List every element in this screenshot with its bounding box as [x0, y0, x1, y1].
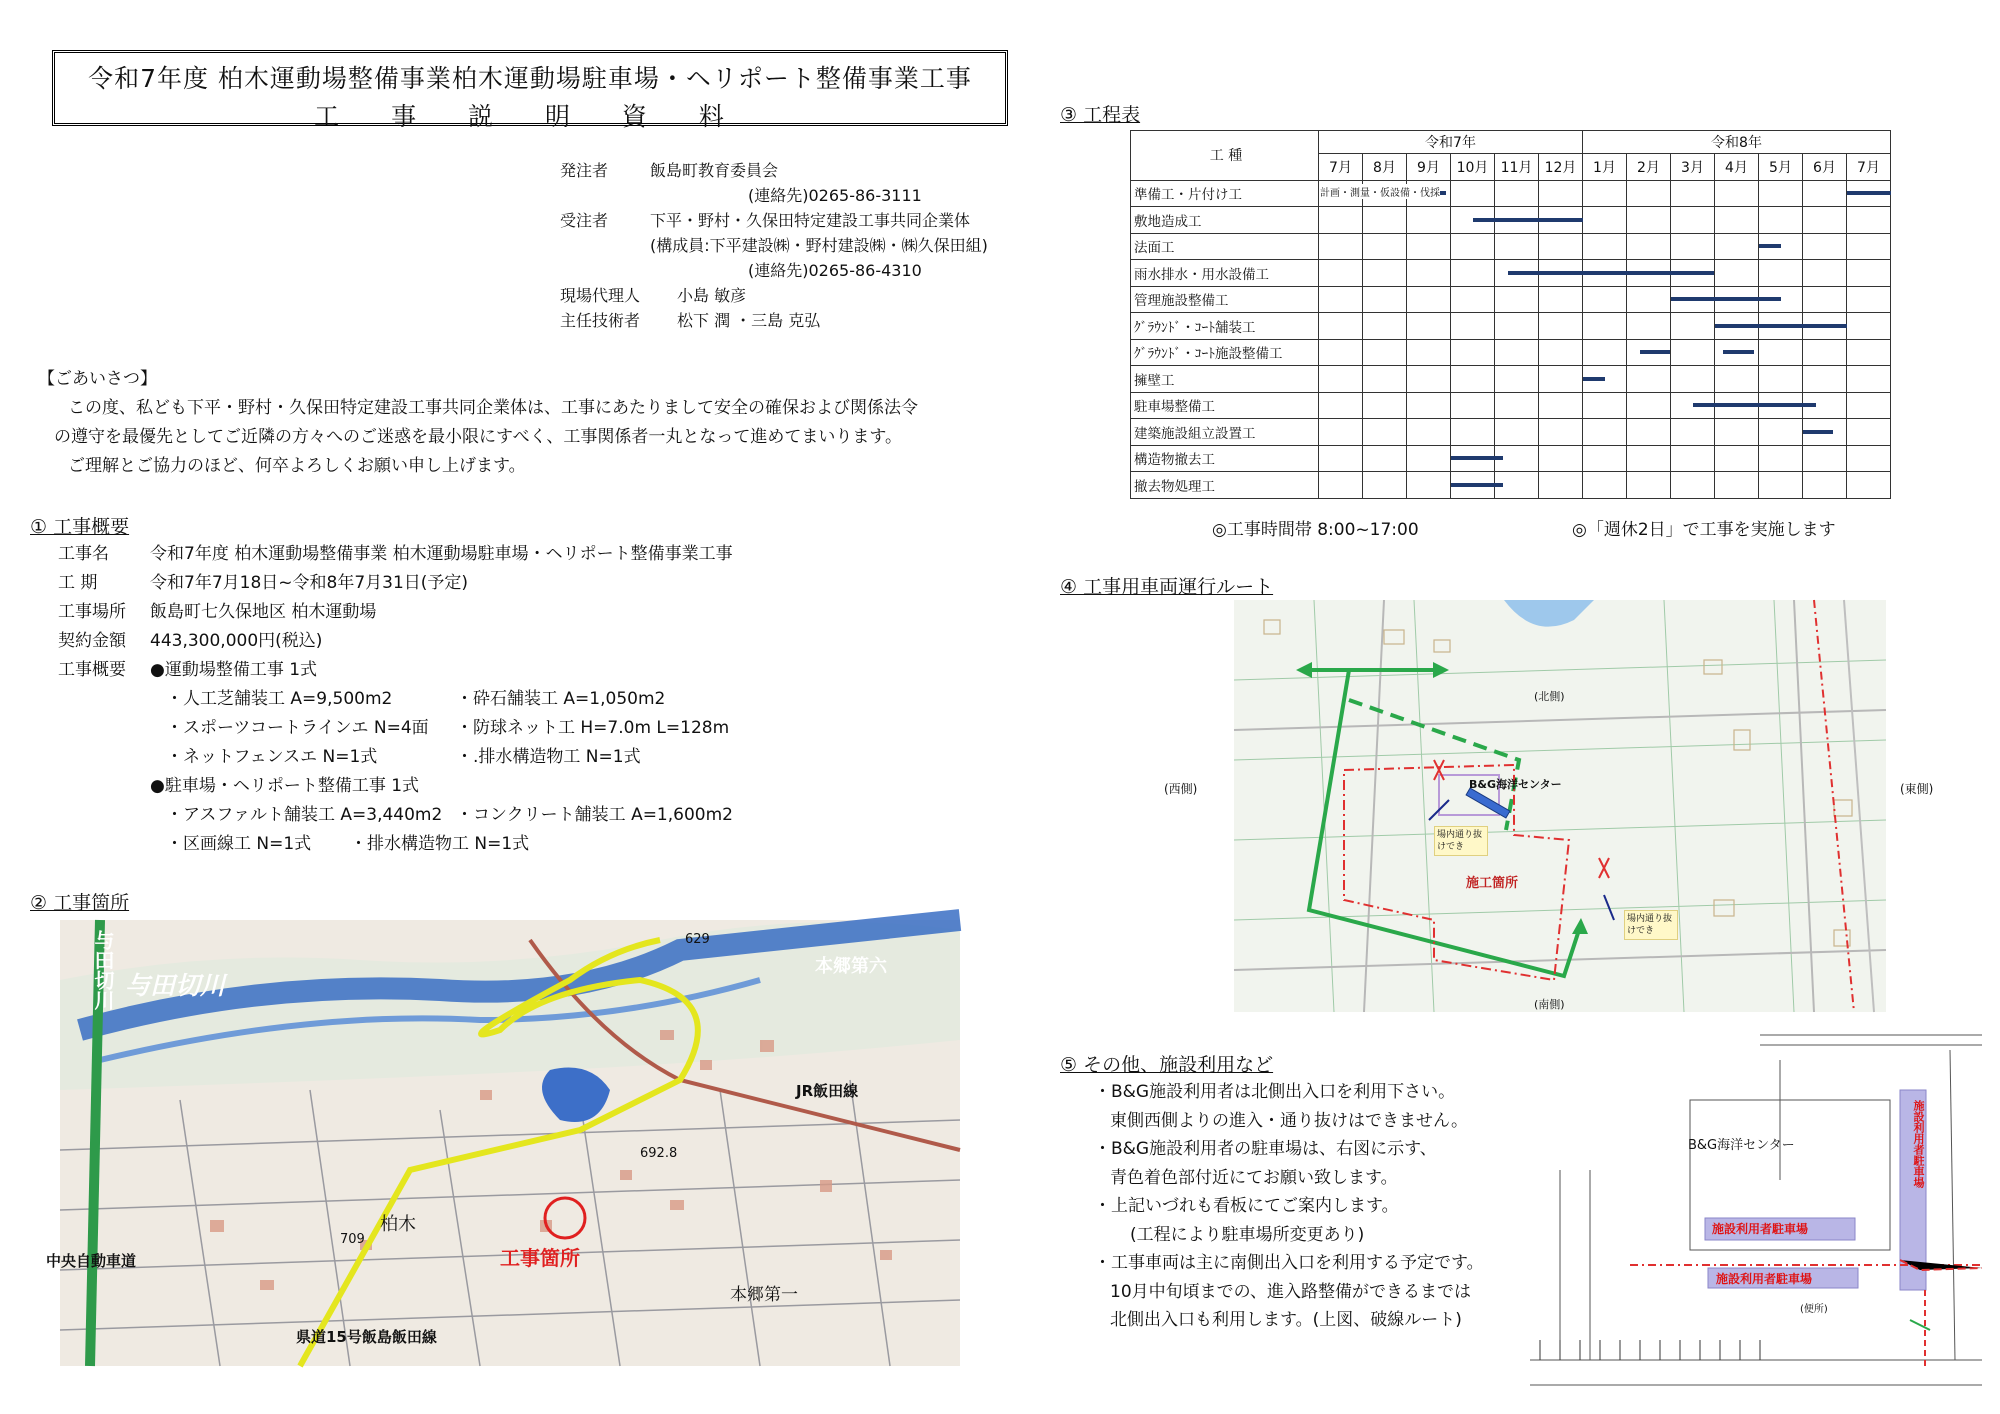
task-name: 敷地造成工	[1131, 207, 1319, 234]
schedule-note2: ◎「週休2日」で工事を実施します	[1572, 520, 1836, 540]
schedule-bar	[1671, 297, 1781, 301]
task-name: ｸﾞﾗｳﾝﾄﾞ・ｺｰﾄ施設整備工	[1131, 339, 1319, 366]
month-header: 5月	[1759, 154, 1803, 181]
schedule-bar	[1803, 430, 1834, 434]
item3b: ・.排水構造物工 N=1式	[456, 747, 641, 767]
schedule-chart	[1130, 130, 1891, 499]
item4b: ・コンクリート舗装工 A=1,600m2	[456, 805, 733, 825]
route-nopass-1: 場内通り抜けでき	[1434, 826, 1488, 856]
period: 令和7年7月18日~令和8年7月31日(予定)	[150, 573, 469, 593]
other-notes	[1094, 1078, 1484, 1335]
greeting-line1: この度、私ども下平・野村・久保田特定建設工事共同企業体は、工事にあたりまして安全の確保および関係法令	[68, 398, 918, 418]
parking-lot-1: 施設利用者駐車場	[1712, 1222, 1809, 1236]
task-name: 準備工・片付け工	[1131, 180, 1319, 207]
other-line8: 10月中旬頃までの、進入路整備ができるまでは	[1110, 1281, 1471, 1302]
orderer-tel: (連絡先)0265-86-3111	[748, 186, 922, 205]
other-line6: (工程により駐車場所変更あり)	[1130, 1224, 1365, 1245]
task-name: 撤去物処理工	[1131, 472, 1319, 499]
route-heading: ④ 工事用車両運行ルート	[1060, 576, 1274, 598]
map-site-label: 工事箇所	[500, 1246, 580, 1270]
schedule-bar	[1723, 350, 1754, 354]
item2b: ・防球ネット工 H=7.0m L=128m	[456, 718, 730, 738]
group1: ●運動場整備工事 1式	[150, 660, 318, 680]
title-line1: 令和7年度 柏木運動場整備事業柏木運動場駐車場・ヘリポート整備事業工事	[88, 64, 972, 93]
engineer: 松下 潤 ・三島 克弘	[677, 311, 821, 330]
month-header: 7月	[1847, 154, 1891, 181]
schedule-note1: ◎工事時間帯 8:00~17:00	[1212, 520, 1419, 540]
location-map	[46, 920, 960, 1366]
task-name: 法面工	[1131, 233, 1319, 260]
period-label: 工 期	[58, 573, 98, 593]
month-header: 8月	[1363, 154, 1407, 181]
year-r7: 令和7年	[1319, 131, 1583, 154]
name-label: 工事名	[58, 544, 109, 564]
task-name: ｸﾞﾗｳﾝﾄﾞ・ｺｰﾄ舗装工	[1131, 313, 1319, 340]
schedule-bar	[1759, 244, 1781, 248]
other-line5: ・上記いづれも看板にてご案内します。	[1094, 1196, 1399, 1216]
schedule-heading: ③ 工程表	[1060, 104, 1141, 126]
other-line1: ・B&G施設利用者は北側出入口を利用下さい。	[1094, 1082, 1456, 1102]
route-east: (東側)	[1900, 782, 1934, 796]
group2: ●駐車場・ヘリポート整備工事 1式	[150, 776, 420, 796]
schedule-bar	[1451, 456, 1504, 460]
map-honkyo1: 本郷第一	[730, 1285, 798, 1305]
route-site: 施工箇所	[1466, 876, 1519, 891]
place: 飯島町七久保地区 柏木運動場	[150, 602, 377, 622]
schedule-bars	[1130, 130, 1890, 510]
other-line3: ・B&G施設利用者の駐車場は、右図に示す、	[1094, 1139, 1437, 1159]
orderer-label: 発注者	[560, 161, 609, 180]
task-header: 工 種	[1131, 131, 1319, 181]
route-map-graphic	[1234, 600, 1886, 1012]
parking-map	[1530, 1030, 1982, 1392]
map-elev-629: 629	[685, 932, 710, 947]
other-line9: 北側出入口も利用します。(上図、破線ルート)	[1110, 1310, 1462, 1330]
overview	[58, 540, 733, 859]
contractor-tel: (連絡先)0265-86-4310	[748, 261, 922, 280]
amount: 443,300,000円(税込)	[150, 631, 323, 651]
map-elev-692: 692.8	[640, 1146, 678, 1161]
parking-lot-vertical: 施設利用者駐車場	[1912, 1100, 1925, 1188]
greeting-heading: 【ごあいさつ】	[38, 369, 157, 389]
schedule-bar	[1693, 403, 1816, 407]
item1b: ・砕石舗装工 A=1,050m2	[456, 689, 666, 709]
month-header: 2月	[1627, 154, 1671, 181]
month-header: 1月	[1583, 154, 1627, 181]
task-name: 建築施設組立設置工	[1131, 419, 1319, 446]
greeting	[38, 365, 1013, 481]
greeting-line2: の遵守を最優先としてご近隣の方々へのご迷惑を最小限にすべく、工事関係者一丸となって進めてまいります。	[54, 427, 902, 447]
map-honkyo6: 本郷第六	[815, 956, 887, 977]
month-header: 3月	[1671, 154, 1715, 181]
schedule-bar	[1583, 377, 1605, 381]
map-jr-label: JR飯田線	[796, 1082, 859, 1100]
month-header: 11月	[1495, 154, 1539, 181]
task-name: 擁壁工	[1131, 366, 1319, 393]
item5b: ・排水構造物工 N=1式	[350, 834, 530, 854]
schedule-bar	[1640, 350, 1671, 354]
month-header: 7月	[1319, 154, 1363, 181]
parking-bg-label: B&G海洋センター	[1688, 1138, 1795, 1153]
other-line4: 青色着色部付近にてお願い致します。	[1110, 1167, 1398, 1188]
task-name: 管理施設整備工	[1131, 286, 1319, 313]
map-elev-709: 709	[340, 1232, 365, 1247]
route-nopass-2: 場内通り抜けでき	[1624, 910, 1678, 940]
contact-info	[560, 158, 988, 333]
contractor: 下平・野村・久保田特定建設工事共同企業体	[650, 211, 971, 230]
route-map	[1234, 600, 1886, 1012]
route-north: (北側)	[1534, 690, 1565, 703]
parking-toilet: (便所)	[1800, 1304, 1828, 1315]
month-header: 10月	[1451, 154, 1495, 181]
overview-heading: ① 工事概要	[30, 516, 130, 538]
location-heading: ② 工事箇所	[30, 892, 130, 914]
title-line2: 工 事 説 明 資 料	[314, 102, 746, 131]
task-name: 構造物撤去工	[1131, 445, 1319, 472]
year-r8: 令和8年	[1583, 131, 1891, 154]
map-kashiwagi: 柏木	[380, 1214, 416, 1235]
other-line7: ・工事車両は主に南側出入口を利用する予定です。	[1094, 1253, 1484, 1273]
schedule-bar	[1847, 191, 1891, 195]
agent-label: 現場代理人	[560, 286, 641, 305]
month-header: 6月	[1803, 154, 1847, 181]
schedule-bar	[1451, 483, 1504, 487]
item4a: ・アスファルト舗装工 A=3,440m2	[166, 805, 443, 825]
contractor-members: (構成員:下平建設㈱・野村建設㈱・㈱久保田組)	[650, 236, 988, 255]
project-name: 令和7年度 柏木運動場整備事業 柏木運動場駐車場・ヘリポート整備事業工事	[150, 544, 733, 564]
greeting-line3: ご理解とご協力のほど、何卒よろしくお願い申し上げます。	[68, 456, 526, 476]
schedule-bar	[1508, 271, 1715, 275]
schedule-bar	[1473, 218, 1583, 222]
route-bg-center: B&G海洋センター	[1469, 778, 1562, 791]
other-line2: 東側西側よりの進入・通り抜けはできません。	[1110, 1110, 1469, 1131]
parking-map-graphic	[1530, 1030, 1982, 1392]
orderer: 飯島町教育委員会	[650, 161, 779, 180]
amount-label: 契約金額	[58, 631, 126, 651]
route-west: (西側)	[1164, 782, 1198, 796]
title-box	[52, 50, 1008, 131]
route-south: (南側)	[1534, 998, 1565, 1011]
prep-note: 計画・測量・仮設備・伐採	[1320, 184, 1440, 199]
engineer-label: 主任技術者	[560, 311, 641, 330]
map-route-label: 県道15号飯島飯田線	[296, 1328, 437, 1346]
schedule-bar	[1715, 324, 1847, 328]
month-header: 12月	[1539, 154, 1583, 181]
map-river-label: 与田切川	[125, 971, 226, 1000]
contractor-label: 受注者	[560, 211, 609, 230]
other-heading: ⑤ その他、施設利用など	[1060, 1054, 1274, 1076]
task-name: 雨水排水・用水設備工	[1131, 260, 1319, 287]
task-name: 駐車場整備工	[1131, 392, 1319, 419]
month-header: 9月	[1407, 154, 1451, 181]
map-chuo-label: 中央自動車道	[46, 1252, 137, 1270]
item3a: ・ネットフェンスエ N=1式	[166, 747, 378, 767]
agent: 小島 敏彦	[677, 286, 747, 305]
place-label: 工事場所	[58, 602, 126, 622]
item1a: ・人工芝舗装工 A=9,500m2	[166, 689, 393, 709]
item5a: ・区画線工 N=1式	[166, 834, 312, 854]
month-header: 4月	[1715, 154, 1759, 181]
parking-lot-2: 施設利用者駐車場	[1716, 1272, 1813, 1286]
item2a: ・スポーツコートラインエ N=4面	[166, 718, 429, 738]
summary-label: 工事概要	[58, 660, 126, 680]
map-river-label-vertical: 与田切川	[91, 930, 115, 1010]
